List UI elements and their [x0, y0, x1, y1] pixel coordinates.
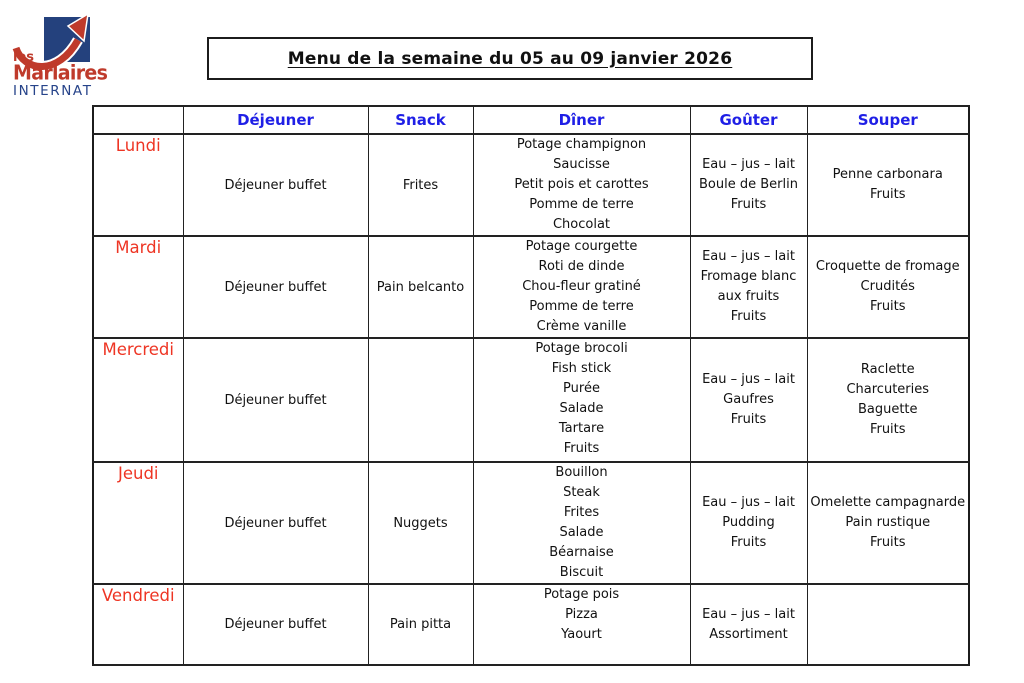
- day-cell: Lundi: [93, 134, 183, 236]
- menu-line: Omelette campagnarde: [810, 495, 966, 510]
- dejeuner-cell: Déjeuner buffet: [183, 584, 368, 665]
- menu-line: Steak: [563, 485, 600, 500]
- day-cell: Mardi: [93, 236, 183, 338]
- menu-line: Gaufres: [723, 392, 774, 407]
- gouter-cell: [690, 462, 807, 584]
- diner-cell: [473, 134, 690, 236]
- menu-line: Eau – jus – lait: [702, 249, 795, 264]
- menu-line: Salade: [559, 401, 604, 416]
- header-snack: Snack: [368, 106, 473, 134]
- souper-cell: [807, 584, 969, 665]
- diner-cell: [473, 236, 690, 338]
- menu-line: Fish stick: [551, 361, 612, 376]
- menu-line: Pizza: [565, 607, 598, 622]
- header-row: [93, 106, 969, 134]
- title-box: [207, 37, 813, 80]
- snack-cell: Frites: [368, 134, 473, 236]
- menu-line: Crudités: [860, 279, 915, 294]
- menu-line: Fruits: [730, 197, 767, 212]
- header-dejeuner: Déjeuner: [183, 106, 368, 134]
- logo: [12, 10, 108, 100]
- menu-line: Eau – jus – lait: [702, 157, 795, 172]
- menu-line: Eau – jus – lait: [702, 606, 795, 622]
- menu-line: Potage courgette: [525, 239, 638, 254]
- menu-line: Potage champignon: [516, 137, 647, 152]
- menu-line: Pudding: [722, 515, 775, 530]
- menu-line: Assortiment: [709, 626, 788, 642]
- diner-cell: [473, 338, 690, 462]
- menu-line: Eau – jus – lait: [702, 495, 795, 510]
- menu-line: Charcuteries: [846, 382, 930, 397]
- menu-line: Salade: [559, 525, 604, 540]
- header-day: [93, 106, 183, 134]
- menu-line: Bouillon: [555, 465, 608, 480]
- menu-line: Chou-fleur gratiné: [522, 279, 641, 294]
- menu-line: Fruits: [869, 422, 906, 437]
- menu-line: Penne carbonara: [832, 167, 943, 182]
- snack-cell: [368, 338, 473, 462]
- table-row-vendredi: [93, 584, 969, 665]
- menu-line: Fruits: [730, 535, 767, 550]
- menu-line: Fruits: [869, 299, 906, 314]
- header-gouter: Goûter: [690, 106, 807, 134]
- menu-line: Fruits: [730, 412, 767, 427]
- day-cell: Vendredi: [93, 584, 183, 665]
- header-diner: Dîner: [473, 106, 690, 134]
- dejeuner-cell: Déjeuner buffet: [183, 134, 368, 236]
- table-row-lundi: [93, 134, 969, 236]
- menu-line: Raclette: [860, 362, 915, 377]
- day-cell: Jeudi: [93, 462, 183, 584]
- gouter-cell: [690, 134, 807, 236]
- menu-line: Frites: [563, 505, 600, 520]
- menu-line: Biscuit: [559, 565, 604, 580]
- table-row-jeudi: [93, 462, 969, 584]
- souper-cell: [807, 134, 969, 236]
- menu-line: Tartare: [558, 421, 605, 436]
- dejeuner-cell: Déjeuner buffet: [183, 338, 368, 462]
- logo-name: Marlaires: [13, 60, 108, 85]
- menu-line: Crème vanille: [536, 319, 627, 334]
- menu-line: Saucisse: [553, 157, 610, 172]
- menu-line: Roti de dinde: [538, 259, 625, 274]
- menu-line: Croquette de fromage: [815, 259, 960, 274]
- gouter-cell: [690, 236, 807, 338]
- menu-line: Fruits: [730, 309, 767, 324]
- menu-line: Fruits: [869, 187, 906, 202]
- menu-line: Fruits: [869, 535, 906, 550]
- menu-line: Potage brocoli: [535, 341, 628, 356]
- diner-cell: [473, 584, 690, 665]
- menu-line: Petit pois et carottes: [514, 177, 649, 192]
- menu-line: Boule de Berlin: [699, 177, 798, 192]
- snack-cell: Nuggets: [368, 462, 473, 584]
- diner-cell: [473, 462, 690, 584]
- menu-line: Fromage blanc: [700, 269, 797, 284]
- menu-line: aux fruits: [717, 289, 780, 304]
- souper-cell: [807, 462, 969, 584]
- menu-line: Potage pois: [543, 587, 620, 602]
- souper-cell: [807, 236, 969, 338]
- table-row-mercredi: [93, 338, 969, 462]
- dejeuner-cell: Déjeuner buffet: [183, 462, 368, 584]
- header-souper: Souper: [807, 106, 969, 134]
- gouter-cell: [690, 338, 807, 462]
- menu-table: [92, 105, 970, 666]
- dejeuner-cell: Déjeuner buffet: [183, 236, 368, 338]
- snack-cell: Pain belcanto: [368, 236, 473, 338]
- menu-line: Yaourt: [561, 627, 602, 642]
- menu-line: Chocolat: [552, 217, 611, 232]
- day-cell: Mercredi: [93, 338, 183, 462]
- page-title: Menu de la semaine du 05 au 09 janvier 2026: [287, 48, 733, 69]
- menu-line: Pain rustique: [845, 515, 931, 530]
- snack-cell: Pain pitta: [368, 584, 473, 665]
- souper-cell: [807, 338, 969, 462]
- menu-line: Purée: [563, 381, 600, 396]
- gouter-cell: [690, 584, 807, 665]
- logo-subtitle: INTERNAT: [13, 83, 93, 99]
- menu-line: Baguette: [857, 402, 918, 417]
- table-row-mardi: [93, 236, 969, 338]
- menu-line: Pomme de terre: [529, 197, 634, 212]
- menu-line: Béarnaise: [549, 545, 614, 560]
- menu-line: Eau – jus – lait: [702, 372, 795, 387]
- menu-line: Fruits: [563, 441, 600, 456]
- logo-prefix: les: [13, 50, 35, 65]
- menu-line: Pomme de terre: [529, 299, 634, 314]
